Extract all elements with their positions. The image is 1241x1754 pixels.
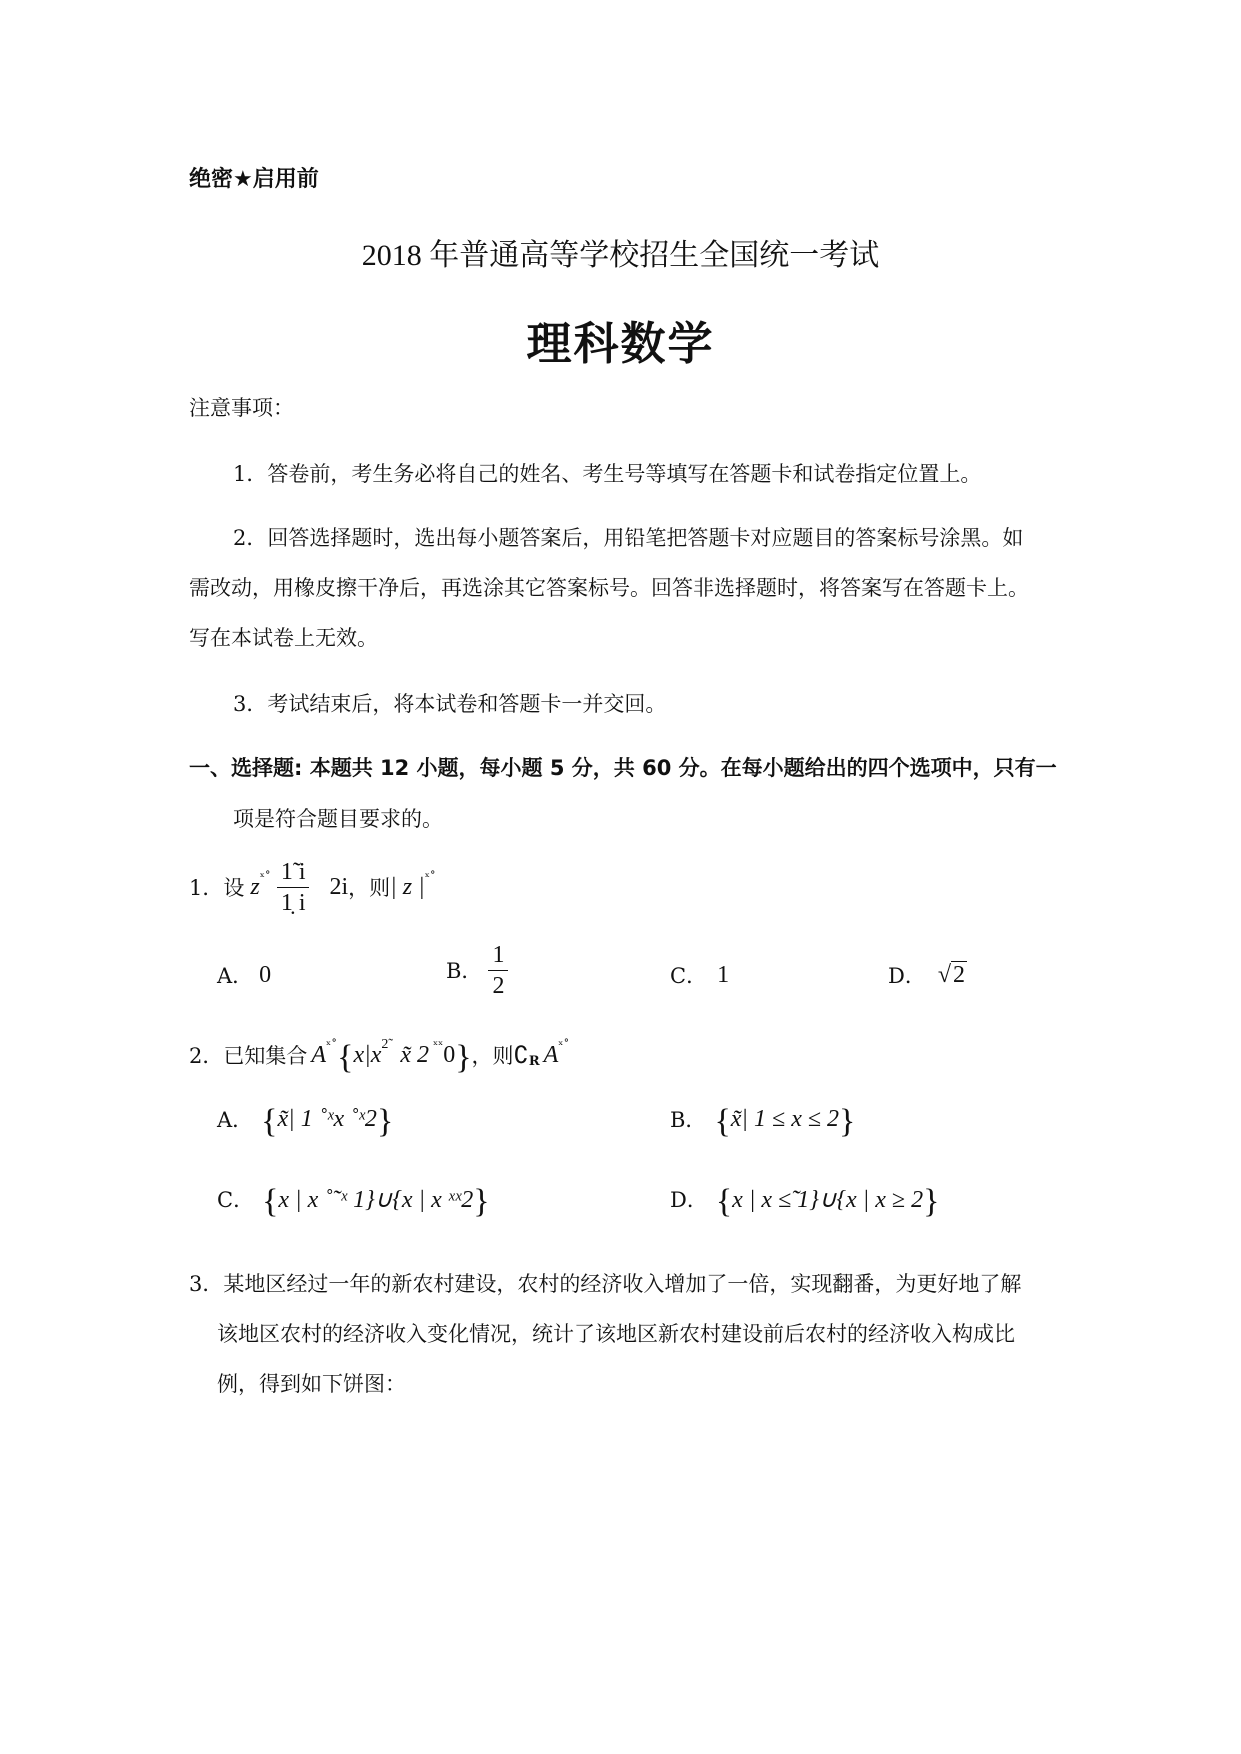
q2-option-b-value: x̃| 1 ≤ x ≤ 2 [730, 1105, 840, 1132]
question-1 [189, 852, 436, 922]
q2-option-b-left-brace: { [714, 1103, 731, 1140]
q1-option-a-value: 0 [259, 961, 272, 988]
q1-equals-glyph: ˣ˚ [259, 870, 271, 884]
q2-option-a-left-brace: { [261, 1103, 278, 1140]
q2-option-b-label: B． [670, 1108, 707, 1132]
question-3-line-1: 3．某地区经过一年的新农村建设，农村的经济收入增加了一倍，实现翻番，为更好地了解 [189, 1272, 1022, 1296]
q2-option-d-right-brace: } [923, 1183, 940, 1220]
q2-option-b [670, 1092, 855, 1146]
q2-option-c-label: C． [217, 1188, 255, 1212]
q1-abs-z: | z | [390, 873, 425, 900]
q2-option-c-right-brace: } [473, 1183, 490, 1220]
q2-option-a-right-brace: } [376, 1103, 394, 1140]
secret-label: 绝密★启用前 [189, 167, 319, 192]
q2-zero: 0 [443, 1041, 456, 1068]
q2-option-d [670, 1172, 939, 1226]
subject-title: 理科数学 [526, 317, 715, 370]
q2-option-c [217, 1172, 490, 1226]
question-2-prefix: 2．已知集合 [189, 1044, 308, 1068]
q1-fraction [277, 857, 310, 918]
q1-variable-z: z [250, 873, 260, 900]
q1-option-c [670, 945, 729, 1005]
q2-then-text: ，则 [471, 1044, 514, 1068]
q1-fraction-denominator: 1̣ i [280, 889, 306, 916]
q1-option-c-label: C． [670, 964, 708, 988]
q2-complement-r: R [528, 1053, 540, 1069]
section-1-heading-line-2: 项是符合题目要求的。 [233, 807, 443, 831]
exam-title: 2018 年普通高等学校招生全国统一考试 [361, 239, 880, 272]
section-1-heading-line-1: 一、选择题: 本题共 12 小题，每小题 5 分，共 60 分。在每小题给出的四个选项中，只有一 [189, 756, 1057, 780]
q2-end-glyph: ˣ˚ [558, 1038, 570, 1052]
q2-option-d-left-brace: { [715, 1183, 733, 1220]
q2-option-d-value: x | x ≤̃ 1}∪{x | x ≥ 2 [732, 1186, 924, 1213]
q2-gt-glyph: ˣˣ [433, 1038, 444, 1052]
q1-option-d-value: 2 [953, 961, 966, 988]
q1-option-b-fraction [488, 940, 508, 1001]
q2-option-a [217, 1092, 393, 1146]
q1-option-d-label: D． [888, 964, 926, 988]
note-item-2-line-1: 2．回答选择题时，选出每小题答案后，用铅笔把答题卡对应题目的答案标号涂黑。如 [233, 526, 1024, 550]
q1-option-b-denominator: 2 [492, 972, 505, 999]
q1-term-2i: 2i [329, 873, 349, 900]
q1-fraction-numerator: 1̃ i [277, 857, 310, 888]
q2-option-c-value: x | x ˚˜ˣ 1}∪{x | x ˣˣ2 [278, 1186, 474, 1213]
q1-option-c-value: 1 [717, 961, 730, 988]
note-item-2-line-3: 写在本试卷上无效。 [189, 626, 378, 650]
q2-right-brace: } [455, 1039, 472, 1076]
note-item-1: 1．答卷前，考生务必将自己的姓名、考生号等填写在答题卡和试卷指定位置上。 [233, 462, 982, 486]
note-item-3: 3．考试结束后，将本试卷和答题卡一并交回。 [233, 692, 667, 716]
q2-set-a: A [311, 1041, 327, 1068]
q1-option-b-numerator: 1 [488, 940, 508, 971]
q2-option-c-left-brace: { [262, 1183, 279, 1220]
question-1-number: 1．设 [189, 876, 245, 900]
q1-option-d [888, 945, 967, 1005]
notes-heading: 注意事项： [189, 396, 294, 420]
q2-exponent: 2̃ [381, 1037, 389, 1052]
q2-left-brace: { [337, 1039, 354, 1076]
q2-option-d-label: D． [670, 1188, 708, 1212]
q2-option-a-value: x̃| 1 ˚ˣx ˚ˣ2 [277, 1105, 377, 1132]
question-3-line-2: 该地区农村的经济收入变化情况，统计了该地区新农村建设前后农村的经济收入构成比 [217, 1322, 1015, 1346]
q2-set-rest: x̃ 2 [400, 1041, 430, 1068]
q1-then-text: ，则 [348, 876, 391, 900]
q1-option-b-label: B． [446, 959, 483, 983]
question-3-line-3: 例，得到如下饼图： [217, 1372, 406, 1396]
q2-option-b-right-brace: } [839, 1103, 856, 1140]
q1-option-d-sqrt: √2 [937, 961, 966, 988]
q1-option-a [217, 945, 271, 1005]
q1-option-a-label: A． [217, 964, 254, 988]
q2-option-a-label: A． [217, 1108, 254, 1132]
q2-complement-symbol: ∁ [513, 1042, 529, 1069]
note-item-2-line-2: 需改动，用橡皮擦干净后，再选涂其它答案标号。回答非选择题时，将答案写在答题卡上。 [189, 576, 1029, 600]
q2-equals-glyph: ˣ˚ [326, 1038, 338, 1052]
q1-option-b [446, 935, 508, 1005]
q2-set-body: x|x [353, 1041, 382, 1068]
q1-end-glyph: ˣ˚ [424, 870, 436, 884]
question-2 [189, 1028, 569, 1082]
q2-set-a-2: A [543, 1041, 559, 1068]
